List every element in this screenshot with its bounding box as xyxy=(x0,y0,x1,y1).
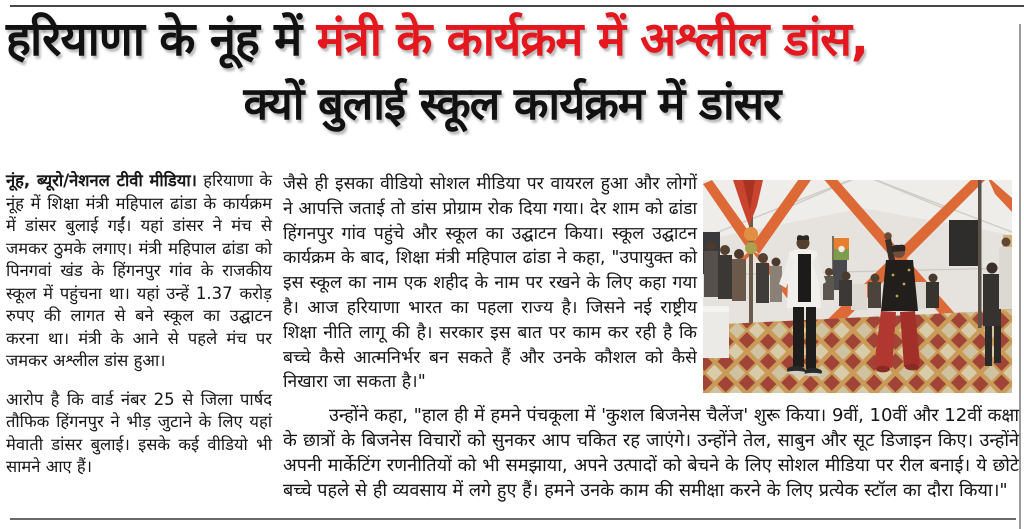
left-column xyxy=(6,170,272,479)
left-column-paragraph-1-text: हरियाणा के नूंह में शिक्षा मंत्री महिपाल ढांडा के कार्यक्रम में डांसर बुलाई गईं। यहां डांसर ने मंच से जमकर ठुमके लगाए। मंत्री महिपाल ढांडा को पिनगवां खंड के हिंगनपुर गांव के राजकीय स्कूल में पहुंचना था। यहां उन्हें 1.37 करोड़ रुपए की लागत से बने स्कूल का उद्घाटन करना था। मंत्री के आने से पहले मंच पर जमकर अश्लील डांस हुआ। xyxy=(6,171,273,370)
headline-line-2: क्यों बुलाई स्कूल कार्यक्रम में डांसर xyxy=(243,77,781,131)
article-photo xyxy=(703,180,1012,393)
left-column-paragraph-2: आरोप है कि वार्ड नंबर 25 से जिला पार्षद तौफिक हिंगनपुर ने भीड़ जुटाने के लिए यहां मेवाती डांसर बुलाई। इसके कई वीडियो भी सामने आए हैं। xyxy=(6,389,272,476)
headline-line1-red: मंत्री के कार्यक्रम में अश्लील डांस, xyxy=(316,12,868,67)
bottom-divider xyxy=(10,518,1016,520)
article-photo-graphic xyxy=(703,180,1012,393)
dateline: नूंह, ब्यूरो/नेशनल टीवी मीडिया। xyxy=(6,171,197,190)
headline xyxy=(0,8,1024,134)
left-column-paragraph-1 xyxy=(6,170,272,373)
top-divider xyxy=(10,5,1024,7)
bottom-paragraph: उन्होंने कहा, "हाल ही में हमने पंचकूला में 'कुशल बिजनेस चैलेंज' शुरू किया। 9वीं, 10वीं और 12वीं कक्षा के छात्रों के बिजनेस विचारों को सुनकर आप चकित रह जाएंगे। उन्होंने तेल, साबुन और सूट डिजाइन किए। उन्होंने अपनी मार्केटिंग रणनीतियों को भी समझाया, अपने उत्पादों को बेचने के लिए सोशल मीडिया पर रील बनाई। ये छोटे बच्चे पहले से ही व्यवसाय में लगे हुए हैं। हमने उनके काम की समीक्षा करने के लिए प्रत्येक स्टॉल का दौरा किया।" xyxy=(283,405,1019,501)
middle-column-paragraph: जैसे ही इसका वीडियो सोशल मीडिया पर वायरल हुआ और लोगों ने आपत्ति जताई तो डांस प्रोग्राम रोक दिया गया। देर शाम को ढांडा हिंगनपुर गांव पहुंचे और स्कूल का उद्घाटन किया। स्कूल उद्घाटन कार्यक्रम के बाद, शिक्षा मंत्री महिपाल ढांडा ने कहा, "उपायुक्त को इस स्कूल का नाम एक शहीद के नाम पर रखने के लिए कहा गया है। आज हरियाणा भारत का पहला राज्य है। जिसने नई राष्ट्रीय शिक्षा नीति लागू की है। सरकार इस बात पर काम कर रही है कि बच्चे कैसे आत्मनिर्भर बन सकते हैं और उनके कौशल को कैसे निखारा जा सकता है।" xyxy=(283,174,697,393)
headline-line1-black: हरियाणा के नूंह में xyxy=(6,12,317,67)
headline-line-1 xyxy=(0,8,1024,71)
middle-column xyxy=(283,172,697,395)
